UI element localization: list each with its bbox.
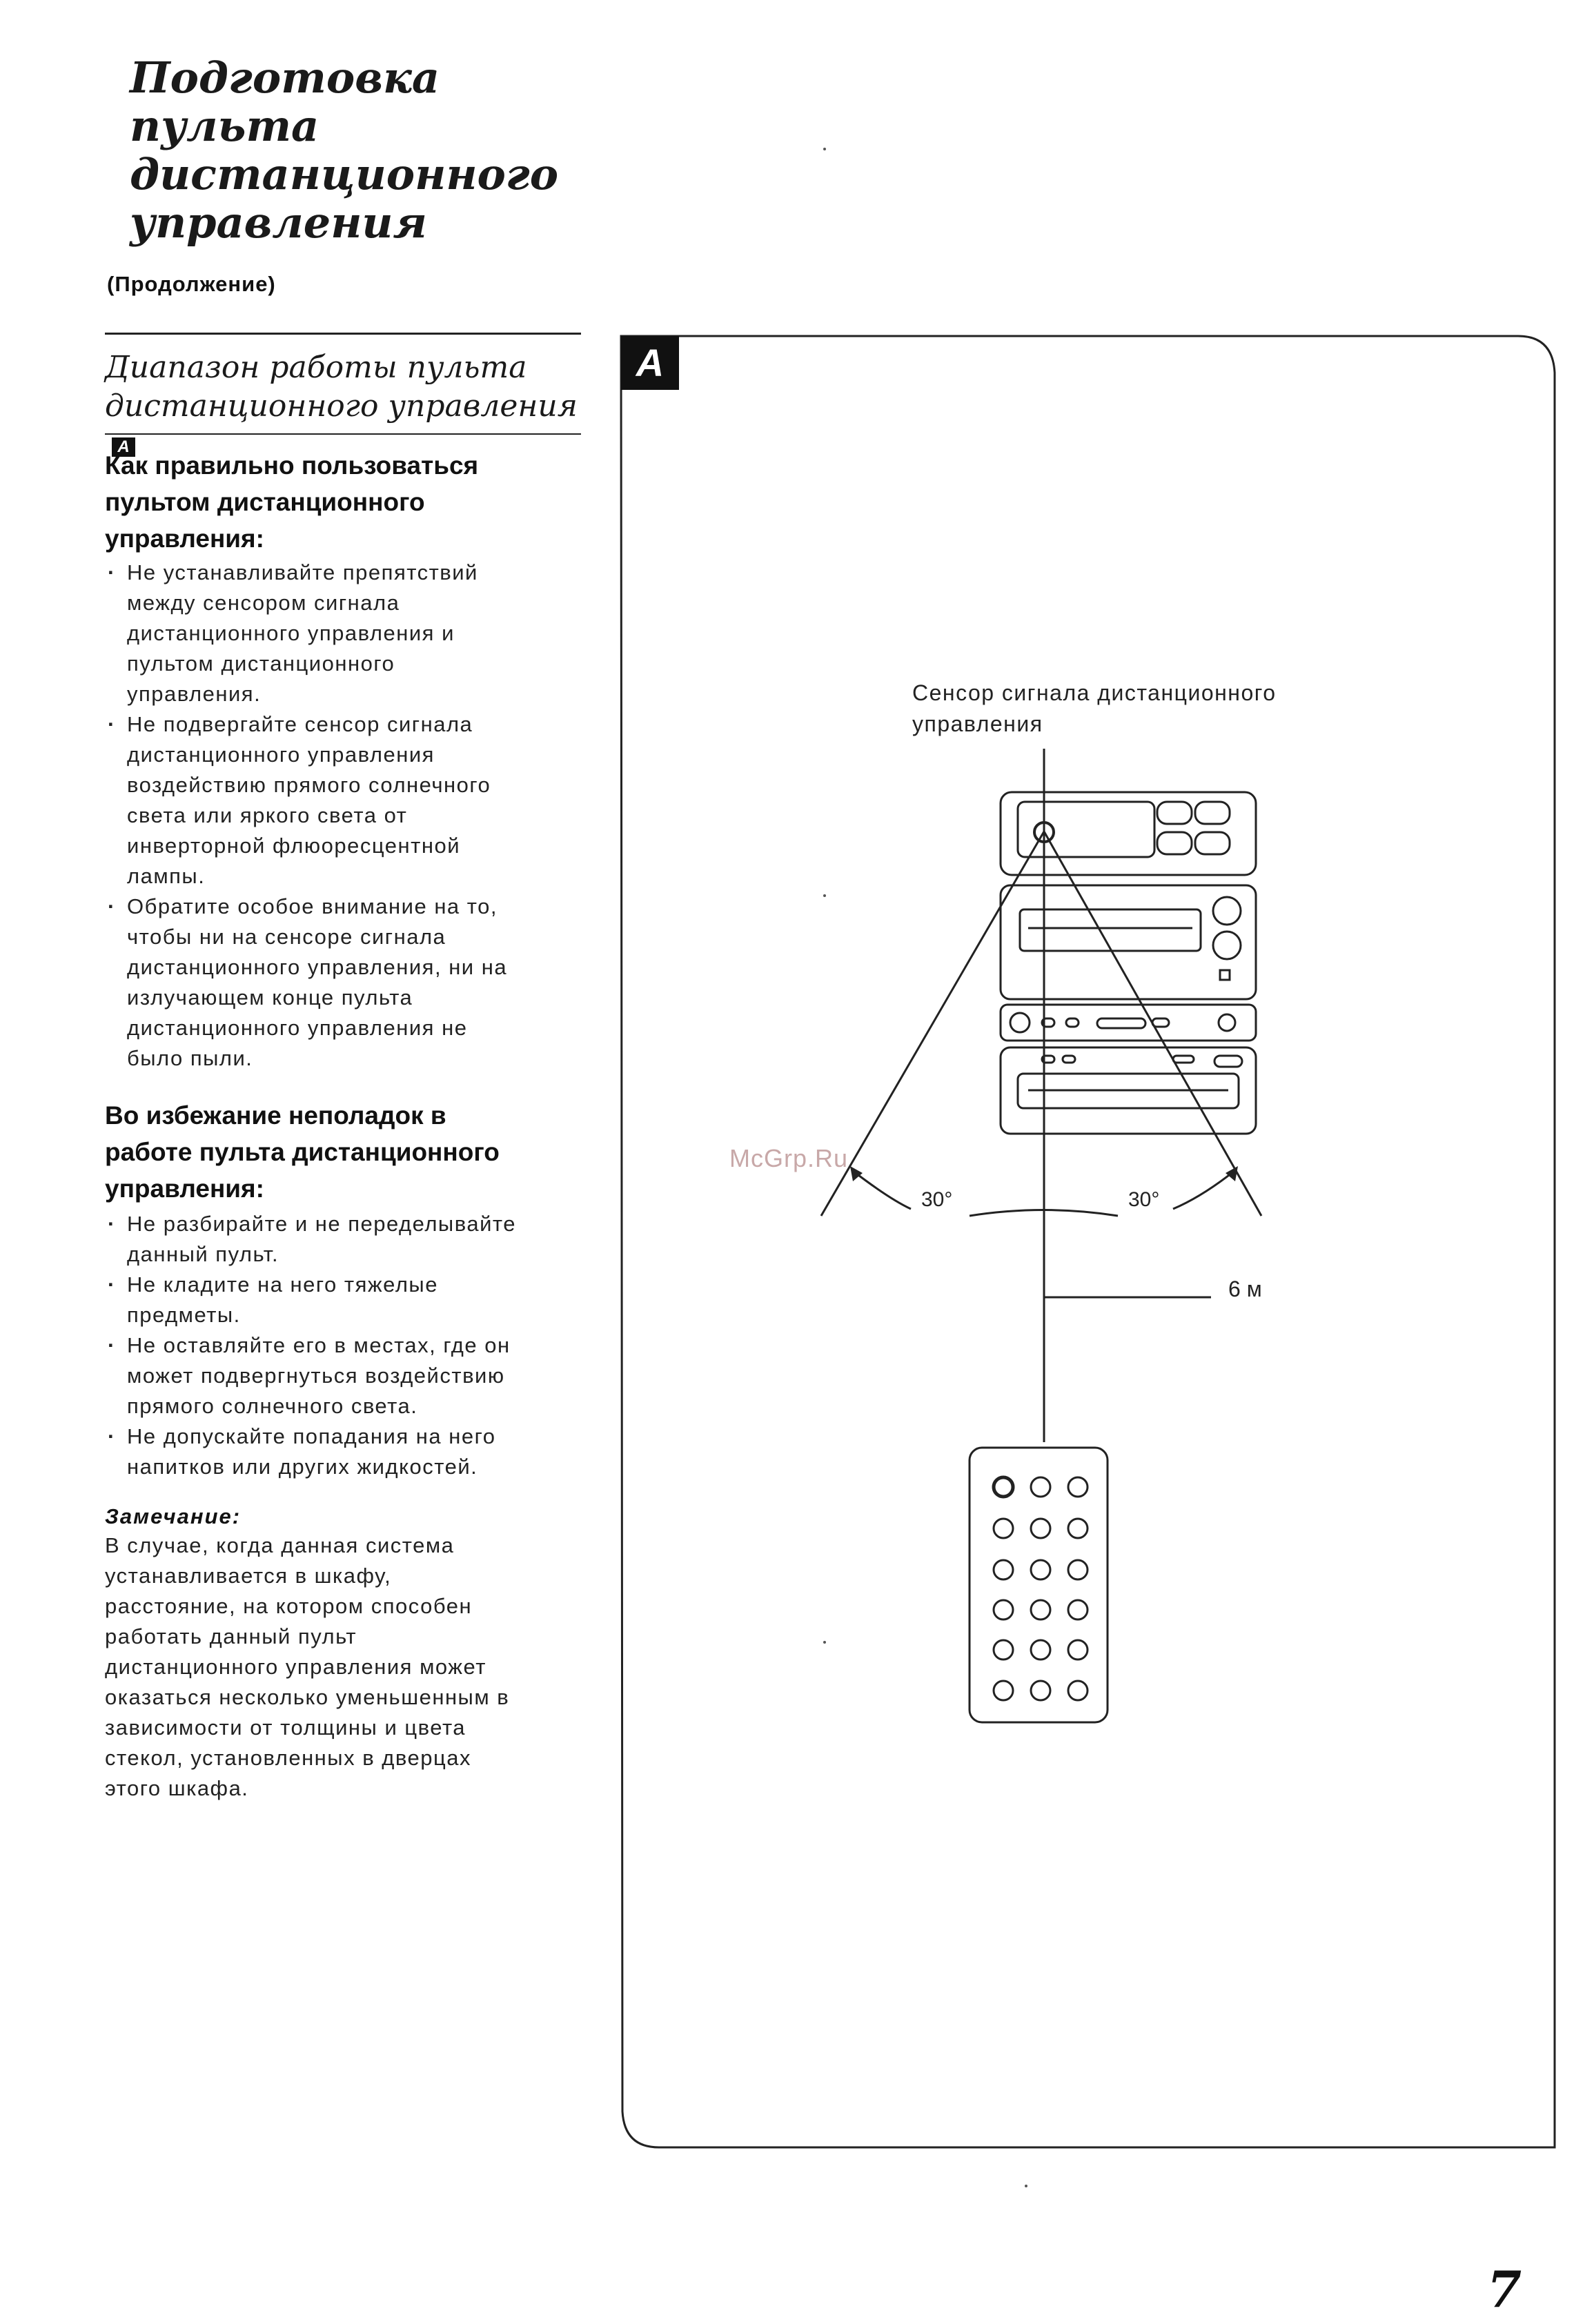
list-item-line: · Не оставляйте его в местах, где он [127, 1333, 511, 1357]
list-item-line: дистанционного управления [127, 742, 435, 767]
display-button [1195, 832, 1230, 854]
remote-button [1068, 1560, 1088, 1579]
note-line: расстояние, на котором способен [105, 1594, 473, 1618]
angle-arc-left [856, 1173, 911, 1209]
figure-a-badge: A [621, 336, 679, 390]
note-line: этого шкафа. [105, 1776, 249, 1800]
note-line: устанавливается в шкафу, [105, 1564, 392, 1588]
remote-button [994, 1640, 1013, 1660]
sensor-label-line: Сенсор сигнала дистанционного [912, 680, 1277, 705]
note-line: дистанционного управления может [105, 1655, 486, 1679]
note-heading: Замечание: [105, 1504, 242, 1528]
page-subtitle: (Продолжение) [107, 272, 276, 296]
list-item-line: может подвергнуться воздействию [127, 1363, 505, 1388]
section-title-line: Диапазон работы пульта [105, 350, 527, 385]
remote-button [994, 1519, 1013, 1538]
list-item-line: · Не допускайте попадания на него [127, 1424, 496, 1448]
display-button [1157, 832, 1192, 854]
angle-arc-right [1173, 1173, 1232, 1209]
remote-button [1031, 1681, 1050, 1700]
list-item-line: лампы. [127, 864, 206, 888]
heading-line: управления: [105, 1174, 264, 1203]
page-title-line: управления [130, 197, 427, 248]
heading-line: Во избежание неполадок в [105, 1101, 446, 1130]
list-item-line: прямого солнечного света. [127, 1394, 418, 1418]
list-item-line: воздействию прямого солнечного [127, 773, 491, 797]
list-item-line: предметы. [127, 1303, 241, 1327]
list-item-line: · Не подвергайте сенсор сигнала [127, 712, 473, 736]
remote-button [994, 1560, 1013, 1579]
page-title-line: Подготовка [130, 52, 440, 103]
scan-speck [823, 1641, 826, 1644]
note-line: зависимости от толщины и цвета [105, 1715, 466, 1740]
page-title-line: пульта [130, 101, 319, 151]
list-item-line: дистанционного управления и [127, 621, 455, 645]
display-button [1157, 802, 1192, 824]
list-item-line: данный пульт. [127, 1242, 279, 1266]
page-title-line: дистанционного [130, 149, 559, 199]
note-line: оказаться несколько уменьшенным в [105, 1685, 510, 1709]
figure-frame [621, 336, 1555, 2147]
remote-button [1068, 1681, 1088, 1700]
remote-button [1031, 1560, 1050, 1579]
angle-label-right: 30° [1128, 1188, 1160, 1211]
remote-button [1068, 1640, 1088, 1660]
figure-a-badge-small: A [112, 437, 135, 457]
arrowhead-right [1226, 1166, 1238, 1181]
sensor-label [912, 678, 1340, 740]
arrowhead-left [850, 1166, 863, 1181]
list-item-line: дистанционного управления, ни на [127, 955, 508, 979]
heading-line: пультом дистанционного [105, 488, 425, 516]
page-number: 7 [1487, 2260, 1522, 2318]
list-item-line: · Обратите особое внимание на то, [127, 894, 498, 918]
remote-control [970, 1448, 1108, 1722]
knob [1213, 897, 1241, 925]
list-item-line: между сенсором сигнала [127, 591, 400, 615]
list-item-line: пультом дистанционного [127, 651, 395, 676]
scan-speck [823, 894, 826, 897]
list-item-line: инверторной флюоресцентной [127, 834, 461, 858]
unit-top-section [1001, 792, 1256, 875]
list-item-line: управления. [127, 682, 262, 706]
remote-button [1068, 1477, 1088, 1497]
remote-button [1031, 1640, 1050, 1660]
scan-speck [1025, 2185, 1027, 2187]
list-item-line: излучающем конце пульта [127, 985, 413, 1010]
remote-button [1031, 1477, 1050, 1497]
angle-label-left: 30° [921, 1188, 953, 1211]
cassette-door [1020, 909, 1201, 951]
remote-button [994, 1600, 1013, 1619]
display-button [1195, 802, 1230, 824]
stereo-unit [1001, 792, 1256, 1134]
remote-button [1031, 1600, 1050, 1619]
knob [1213, 932, 1241, 959]
small-button [1220, 970, 1230, 980]
list-item-line: · Не разбирайте и не переделывайте [127, 1212, 516, 1236]
list-item-line: · Не устанавливайте препятствий [127, 560, 478, 584]
display-window [1018, 802, 1154, 857]
list-item-line: было пыли. [127, 1046, 253, 1070]
note-line: В случае, когда данная система [105, 1533, 455, 1557]
heading-line: Как правильно пользоваться [105, 451, 479, 480]
section-title-text: дистанционного управления [105, 388, 578, 424]
remote-button [994, 1477, 1013, 1497]
heading-line: работе пульта дистанционного [105, 1138, 500, 1166]
note-line: стекол, установленных в дверцах [105, 1746, 471, 1770]
list-item-line: · Не кладите на него тяжелые [127, 1272, 438, 1297]
watermark: McGrp.Ru [729, 1144, 849, 1172]
note-line: работать данный пульт [105, 1624, 357, 1648]
list-item-line: света или яркого света от [127, 803, 408, 827]
remote-button [1068, 1519, 1088, 1538]
remote-button [994, 1681, 1013, 1700]
heading-line: управления: [105, 524, 264, 553]
list-item-line: напитков или других жидкостей. [127, 1455, 478, 1479]
list-item-line: чтобы ни на сенсоре сигнала [127, 925, 446, 949]
scan-speck [823, 148, 826, 150]
sensor-label-line: управления [912, 711, 1043, 736]
distance-label: 6 м [1228, 1277, 1262, 1301]
remote-button [1031, 1519, 1050, 1538]
remote-button [1068, 1600, 1088, 1619]
list-item-line: дистанционного управления не [127, 1016, 468, 1040]
